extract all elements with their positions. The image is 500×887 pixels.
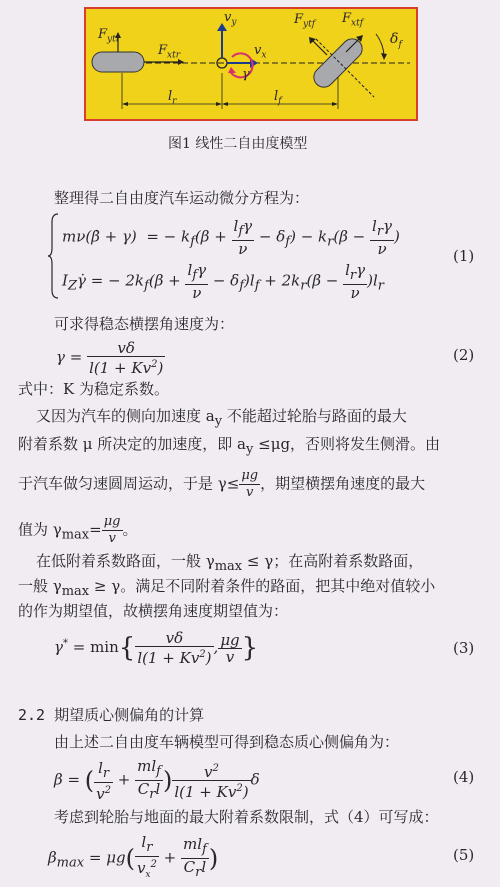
- paragraph-lateral-accel-2: 附着系数 μ 所决定的加速度，即 $a_y \le\mu g$，否则将发生侧滑。由: [18, 435, 441, 457]
- paragraph-eq-intro: 整理得二自由度汽车运动微分方程为：: [54, 189, 310, 207]
- equation-1: [48, 210, 488, 300]
- label-vy: $v_y$: [224, 10, 237, 28]
- paragraph-road-3: 的作为期望值，故横摆角速度期望值为：: [18, 602, 289, 620]
- equation-number-5: (5): [453, 846, 475, 864]
- equation-2: γ = $\frac{v\delta}{l(1 + Kv^2)}$: [56, 339, 164, 377]
- equation-number-3: (3): [453, 639, 475, 657]
- label-fxtr: $F_{xtr}$: [158, 43, 181, 61]
- equation-1-line-2: $I_Z\gammȧ$ = − $2k_f(\beta$ + $\frac{l_f\gamma}{\nu}$ − $\delta_f)l_f + 2k_r(\beta$ − $\frac{l_r\gamma}{\nu}$ )$l_r$: [62, 261, 384, 302]
- equation-number-2: (2): [453, 346, 475, 364]
- paragraph-lateral-accel-3: 于汽车做匀速圆周运动，于是 γ≤ $\frac{\mu g}{v}$ ，期望横摆角速度的最大: [18, 468, 426, 500]
- label-fytf: $F_{ytf}$: [294, 12, 316, 30]
- label-fytr: $F_{ytr}$: [98, 27, 121, 45]
- equation-1-line-1: mν(β̇ + γ) = − $k_f(\beta$ + $\frac{l_f\gamma}{\nu}$ − $\delta_f) - k_r(\beta$ − $\frac{l_r\gamma}{\nu}$ ): [62, 217, 400, 258]
- figure-caption: 图1 线性二自由度模型: [168, 136, 308, 152]
- label-delta: $\delta_f$: [390, 31, 402, 50]
- equation-5: $\beta_{max} = \mu g$( $\frac{l_r}{v_x^2}$ + $\frac{ml_f}{C_rl}$ ): [48, 834, 218, 883]
- label-lr: $l_r$: [168, 89, 177, 107]
- equation-4: β = ( $\frac{l_r}{v^2}$ + $\frac{ml_f}{C_rl}$ ) $\frac{v^2}{l(1 + Kv^2)}$ δ: [54, 757, 260, 803]
- equation-number-4: (4): [453, 768, 475, 786]
- paragraph-lateral-accel-4: 值为 $\gamma_{max}=$ $\frac{\mu g}{v}$ 。: [18, 514, 138, 546]
- paragraph-k-definition: 式中：K 为稳定系数。: [18, 380, 169, 398]
- equation-3: γ* = min{ $\frac{v\delta}{l(1 + Kv^2)}$ , $\frac{\mu g}{v}$ }: [54, 629, 259, 667]
- label-vx: $v_x$: [254, 43, 267, 61]
- label-lf: $l_f$: [274, 89, 282, 107]
- paragraph-lateral-accel-1: 又因为汽车的侧向加速度 $a_y$ 不能超过轮胎与路面的最大: [36, 407, 407, 429]
- label-fxtf: $F_{xtf}$: [342, 11, 364, 29]
- label-gamma: γ: [242, 67, 250, 82]
- paragraph-road-2: 一般 $\gamma_{max} \ge \gamma$。满足不同附着条件的路面，把其中绝对值较小: [18, 577, 436, 599]
- figure-1: [84, 7, 418, 121]
- rear-wheel: [92, 52, 144, 72]
- paragraph-road-1: 在低附着系数路面，一般 $\gamma_{max} \le \gamma$；在高附着系数路面，: [36, 552, 424, 574]
- paragraph-yaw-rate: 可求得稳态横摆角速度为：: [54, 315, 235, 333]
- two-dof-model-diagram: [84, 7, 418, 121]
- brace: [48, 212, 60, 300]
- equation-number-1: (1): [453, 247, 475, 265]
- paragraph-sideslip: 由上述二自由度车辆模型可得到稳态质心侧偏角为：: [54, 733, 400, 751]
- paragraph-max-adhesion: 考虑到轮胎与地面的最大附着系数限制，式（4）可写成：: [54, 808, 439, 826]
- section-heading: 2.2 期望质心侧偏角的计算: [18, 706, 205, 724]
